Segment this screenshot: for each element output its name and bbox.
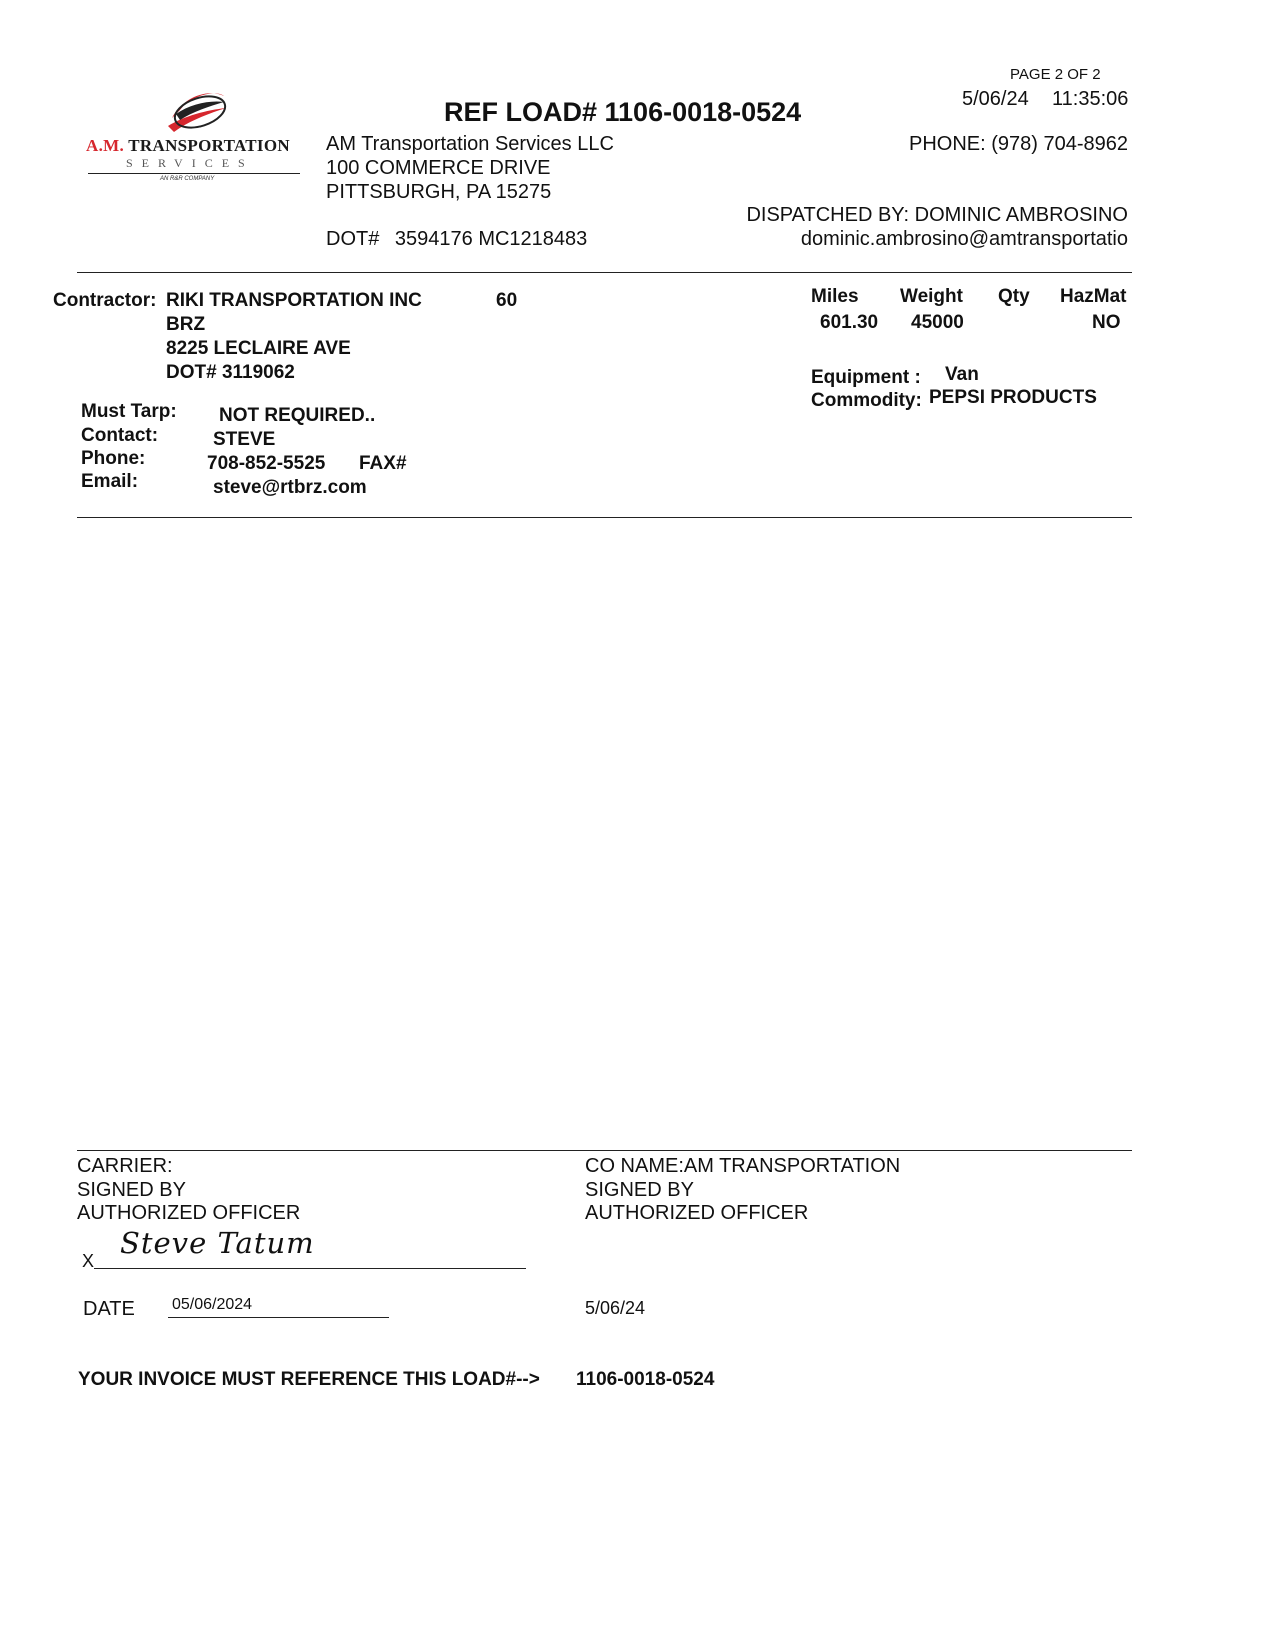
must-tarp-label: Must Tarp:: [81, 401, 177, 422]
weight-value: 45000: [911, 312, 964, 333]
dispatcher-email[interactable]: dominic.ambrosino@amtransportatio: [800, 228, 1128, 250]
contact-label: Contact:: [81, 425, 159, 446]
contractor-code: 60: [496, 290, 518, 311]
commodity-value: PEPSI PRODUCTS: [929, 387, 1097, 408]
commodity-label: Commodity:: [811, 390, 922, 411]
company-logo: [86, 88, 302, 188]
carrier-signed-by: SIGNED BY: [77, 1179, 186, 1201]
contractor-name: RIKI TRANSPORTATION INC: [166, 290, 422, 311]
page-title: REF LOAD# 1106-0018-0524: [444, 97, 802, 127]
company-name: AM Transportation Services LLC: [326, 133, 614, 155]
miles-label: Miles: [811, 286, 859, 307]
hazmat-value: NO: [1092, 312, 1121, 333]
email-label: Email:: [81, 471, 139, 492]
dispatched-by: DISPATCHED BY: DOMINIC AMBROSINO: [746, 204, 1128, 226]
date-line: [168, 1317, 389, 1318]
signature-x-mark: X: [82, 1251, 95, 1271]
carrier-date-value: 05/06/2024: [172, 1296, 253, 1313]
co-signed-by: SIGNED BY: [585, 1179, 694, 1201]
company-dot-value: 3594176 MC1218483: [394, 228, 588, 250]
signature-line: [94, 1268, 526, 1269]
contractor-label: Contractor:: [53, 290, 157, 311]
contact-value: STEVE: [213, 429, 276, 450]
carrier-label: CARRIER:: [77, 1155, 173, 1177]
weight-label: Weight: [900, 286, 963, 307]
email-value[interactable]: steve@rtbrz.com: [213, 477, 367, 498]
miles-value: 601.30: [820, 312, 879, 333]
equipment-label: Equipment :: [811, 367, 921, 388]
signature-divider: [77, 1150, 1132, 1151]
swoosh-logo-icon: [162, 88, 232, 138]
phone-label: Phone:: [81, 448, 146, 469]
phone-value: 708-852-5525: [207, 453, 326, 474]
must-tarp-value: NOT REQUIRED..: [219, 405, 376, 426]
contractor-dot: DOT# 3119062: [166, 362, 295, 383]
logo-tagline: AN R&R COMPANY: [160, 176, 215, 182]
invoice-load-number: 1106-0018-0524: [576, 1369, 715, 1390]
hazmat-label: HazMat: [1060, 286, 1127, 307]
contractor-line2: BRZ: [166, 314, 206, 335]
page-indicator: PAGE 2 OF 2: [1010, 66, 1101, 83]
company-dot-label: DOT#: [326, 228, 380, 250]
details-divider: [77, 517, 1132, 518]
logo-name: TRANSPORTATION: [128, 136, 290, 155]
carrier-date-label: DATE: [83, 1298, 135, 1320]
co-date: 5/06/24: [585, 1298, 646, 1318]
co-name: CO NAME:AM TRANSPORTATION: [585, 1155, 901, 1177]
company-address-line1: 100 COMMERCE DRIVE: [326, 157, 551, 179]
header-phone: PHONE: (978) 704-8962: [908, 133, 1128, 155]
co-authorized-officer: AUTHORIZED OFFICER: [585, 1202, 809, 1224]
header-divider: [77, 272, 1132, 273]
invoice-note: YOUR INVOICE MUST REFERENCE THIS LOAD#-->: [78, 1369, 540, 1390]
contractor-address: 8225 LECLAIRE AVE: [166, 338, 351, 359]
logo-divider: [88, 173, 300, 174]
header-date: 5/06/24: [962, 88, 1029, 110]
logo-prefix: A.M.: [86, 136, 125, 155]
equipment-value: Van: [945, 364, 979, 385]
handwritten-signature: Steve Tatum: [120, 1226, 315, 1260]
logo-sub: SERVICES: [126, 156, 254, 170]
qty-label: Qty: [998, 286, 1030, 307]
carrier-authorized-officer: AUTHORIZED OFFICER: [77, 1202, 301, 1224]
header-time: 11:35:06: [1052, 88, 1129, 110]
company-address-line2: PITTSBURGH, PA 15275: [326, 181, 552, 203]
fax-label: FAX#: [359, 453, 407, 474]
